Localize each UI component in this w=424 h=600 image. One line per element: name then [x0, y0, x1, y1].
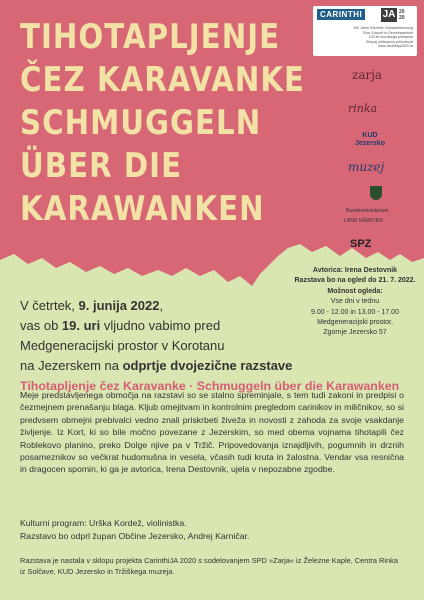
brand-year: 20 20	[399, 9, 405, 21]
land-logo: LAND KÄRNTEN	[344, 218, 383, 224]
body-text: Meje predstavljenega območja na razstavi so se stalno spreminjale, s tem tudi zakoni in predpisi o čezmejnem prenašanju blaga. Kljub omejitvam in kontrolnim pregledom carinikov in miličnikov, so si predvsem obmejni prebivalci vedno znali priskrbeti živeža in novosti z zahoda za svoje vsakdanje življenje. Iz Kort, ki so bile močno povezane z Jezerskim, so med obema vojnama tihotapili čez Roblekovo planino, preko Dolge njive pa v Tržič. Pripovedovanja iznajdljivih, pogumnih in drznih posameznikov so večkrat hudomušna in vesela, včasih tudi kruta in žalostna. Vendar vsa resnična in dragocen spomin, ki ga je avtorica, Irena Destovnik, ujela v nepozabne zgodbe.	[20, 390, 404, 475]
program-line-1: Kulturni program: Urška Kordež, violinistka.	[20, 518, 187, 528]
exhibition-title: Tihotapljenje čez Karavanke · Schmuggeln über die Karawanken	[20, 379, 400, 393]
title-line: KARAWANKEN	[20, 189, 265, 229]
brand-mark: JA	[382, 9, 396, 20]
hours-times: 9.00 - 12.00 in 13.00 - 17.00	[311, 308, 399, 316]
hours-title: Možnost ogleda:	[327, 287, 383, 295]
kud-logo: KUD Jezersko	[355, 132, 385, 147]
intro-line-2: vas ob 19. uri vljudno vabimo pred	[20, 318, 221, 333]
place: Medgeneracijski prostor,	[317, 319, 393, 327]
bundes-logo: Bundesministerium	[346, 208, 389, 214]
rinka-logo: rinka	[348, 102, 378, 115]
intro-line-1: V četrtek, 9. junija 2022,	[20, 298, 164, 313]
carinthija-logo	[313, 6, 417, 56]
author: Avtorica: Irena Destovnik	[312, 267, 398, 274]
crest-icon	[370, 186, 382, 200]
brand-name: CARINTHI	[317, 9, 365, 20]
title-line: ÜBER DIE	[20, 146, 183, 186]
title-line: TIHOTAPLJENJE	[20, 17, 281, 57]
program-line-2: Razstavo bo odprl župan Občine Jezersko, Andrej Karničar.	[20, 531, 250, 541]
hours-days: Vse dni v tednu	[330, 298, 380, 306]
footer-text: Razstava je nastala v sklopu projekta CarinthiJA 2020 s sodelovanjem SPD »Zarja« iz Železne Kaple, Centra Rinka iz Solčave, KUD Jezersko in Tržiškega muzeja.	[20, 556, 398, 576]
spz-logo: SPZ	[350, 238, 372, 250]
exhibit-dates: Razstava bo na ogled do 21. 7. 2022.	[294, 277, 416, 285]
program	[20, 517, 400, 543]
title-line: SCHMUGGELN	[20, 103, 262, 143]
title-line: ČEZ KARAVANKE	[20, 60, 306, 100]
intro-line-3: Medgeneracijski prostor v Korotanu	[20, 338, 225, 353]
muzej-logo: muzej	[348, 160, 385, 174]
address: Zgornje Jezersko 57	[323, 329, 387, 337]
intro-line-4: na Jezerskem na odprtje dvojezične razstave	[20, 358, 293, 373]
brand-text: 100 Jahre Kärntner Volksabstimmung Eine Zukunft in Gemeinsamkeit 100 let koroškega plebiscita Skupaj oblikujemo prihodnost www.carinthija2020.at	[353, 26, 413, 49]
poster-title	[20, 16, 305, 231]
zarja-logo: zarja	[352, 68, 383, 82]
